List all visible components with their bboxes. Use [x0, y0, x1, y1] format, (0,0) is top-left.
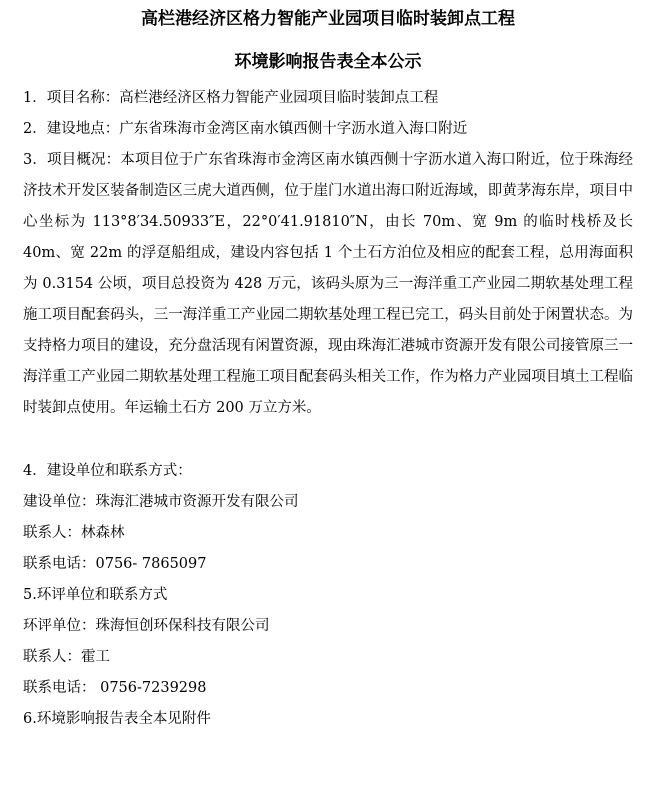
document-title: 高栏港经济区格力智能产业园项目临时装卸点工程	[141, 9, 515, 29]
document-subtitle: 环境影响报告表全本公示	[234, 52, 422, 72]
builder-heading: 4．建设单位和联系方式：	[23, 463, 192, 479]
attachment-note: 6.环境影响报告表全本见附件	[23, 711, 211, 727]
eia-unit: 环评单位：珠海恒创环保科技有限公司	[23, 618, 270, 634]
eia-heading: 5.环评单位和联系方式	[23, 587, 168, 603]
eia-phone: 联系电话： 0756-7239298	[23, 680, 207, 696]
project-overview: 3．项目概况：本项目位于广东省珠海市金湾区南水镇西侧十字沥水道入海口附近，位于珠海经济技术开发区装备制造区三虎大道西侧，位于崖门水道出海口附近海域，即黄茅海东岸，项目中心坐标为 113°8′34.50933″E，22°0′41.91810″N，由长 70m、宽 9m 的临时栈桥及长 40m、宽 22m 的浮趸船组成，建设内容包括 1 个土石方泊位及相应的配套工程，总用海面积为 0.3154 公顷，项目总投资为 428 万元，该码头原为三一海洋重工产业园二期软基处理工程施工项目配套码头，三一海洋重工产业园二期软基处理工程已完工，码头目前处于闲置状态。为支持格力项目的建设，充分盘活现有闲置资源，现由珠海汇港城市资源开发有限公司接管原三一海洋重工产业园二期软基处理工程施工项目配套码头相关工作，作为格力产业园项目填土工程临时装卸点使用。年运输土石方 200 万立方米。	[23, 152, 633, 416]
eia-contact: 联系人：霍工	[23, 649, 110, 665]
project-location: 2．建设地点：广东省珠海市金湾区南水镇西侧十字沥水道入海口附近	[23, 121, 468, 137]
project-name: 1．项目名称：高栏港经济区格力智能产业园项目临时装卸点工程	[23, 90, 439, 106]
builder-phone: 联系电话：0756- 7865097	[23, 556, 207, 572]
builder-contact: 联系人：林森林	[23, 525, 125, 541]
builder-unit: 建设单位：珠海汇港城市资源开发有限公司	[23, 494, 299, 510]
